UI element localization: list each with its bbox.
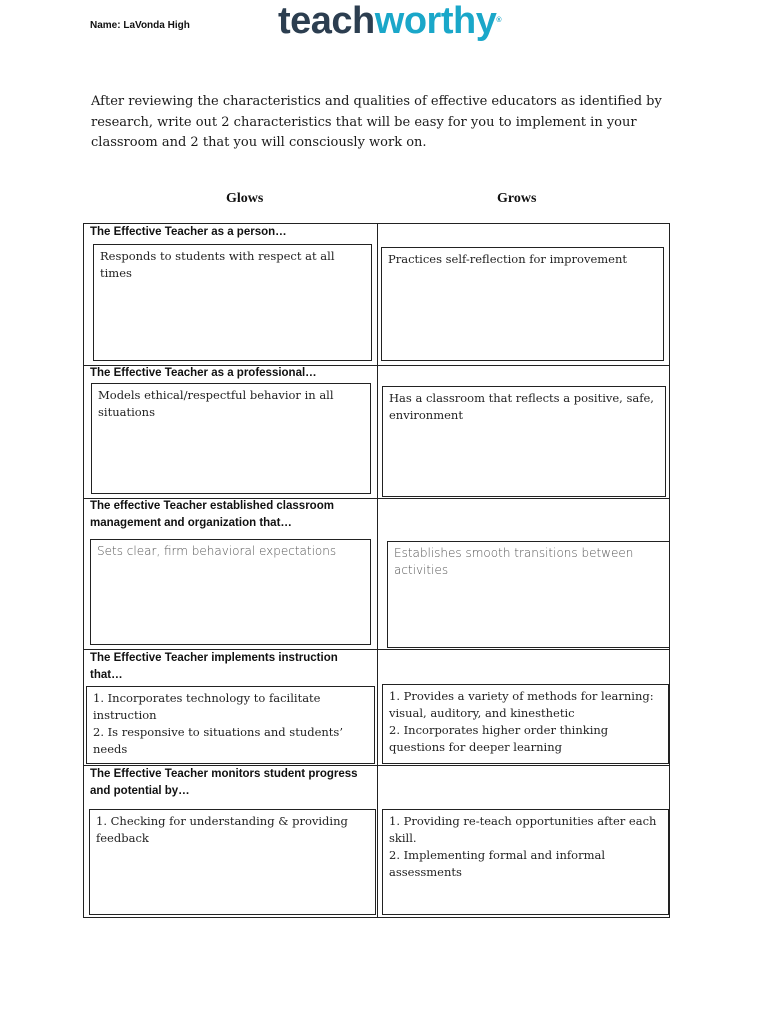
glow-answer-instruction[interactable]: 1. Incorporates technology to facilitate instruction 2. Is responsive to situations and students’ needs xyxy=(86,686,375,764)
grow-answer-instruction[interactable]: 1. Provides a variety of methods for learning: visual, auditory, and kinesthetic 2. Incorporates higher order thinking questions for deeper learning xyxy=(382,684,669,764)
student-name: Name: LaVonda High xyxy=(90,20,190,31)
teachworthy-logo xyxy=(278,0,501,52)
prompt-monitors-progress: The Effective Teacher monitors student progress and potential by… xyxy=(90,768,358,797)
instructions-paragraph: After reviewing the characteristics and qualities of effective educators as identified by research, write out 2 characteristics that will be easy for you to implement in your classroom and 2 that you will consciously work on. xyxy=(91,94,662,150)
grow-answer-person[interactable]: Practices self-reflection for improvement xyxy=(381,247,664,361)
glow-answer-professional[interactable]: Models ethical/respectful behavior in all situations xyxy=(91,383,371,494)
prompt-professional: The Effective Teacher as a professional… xyxy=(90,367,317,379)
column-divider xyxy=(377,224,378,917)
glows-grows-table xyxy=(83,223,670,918)
grow-answer-professional[interactable]: Has a classroom that reflects a positive, safe, environment xyxy=(382,386,666,497)
glows-heading: Glows xyxy=(226,191,264,206)
glow-answer-person[interactable]: Responds to students with respect at all times xyxy=(93,244,372,361)
grow-answer-monitors-progress[interactable]: 1. Providing re-teach opportunities after each skill. 2. Implementing formal and informal assessments xyxy=(382,809,669,915)
prompt-person: The Effective Teacher as a person… xyxy=(90,226,287,238)
prompt-instruction: The Effective Teacher implements instruction that… xyxy=(90,652,338,681)
glow-answer-monitors-progress[interactable]: 1. Checking for understanding & providing feedback xyxy=(89,809,376,915)
prompt-classroom-management: The effective Teacher established classroom management and organization that… xyxy=(90,500,334,529)
logo-trademark: ® xyxy=(496,17,502,24)
glow-answer-classroom-management[interactable]: Sets clear, firm behavioral expectations xyxy=(90,539,371,645)
grows-heading: Grows xyxy=(497,191,537,206)
logo-teach-text: teach xyxy=(278,0,375,42)
logo-worthy-text: worthy xyxy=(374,0,497,42)
grow-answer-classroom-management[interactable]: Establishes smooth transitions between activities xyxy=(387,541,670,648)
